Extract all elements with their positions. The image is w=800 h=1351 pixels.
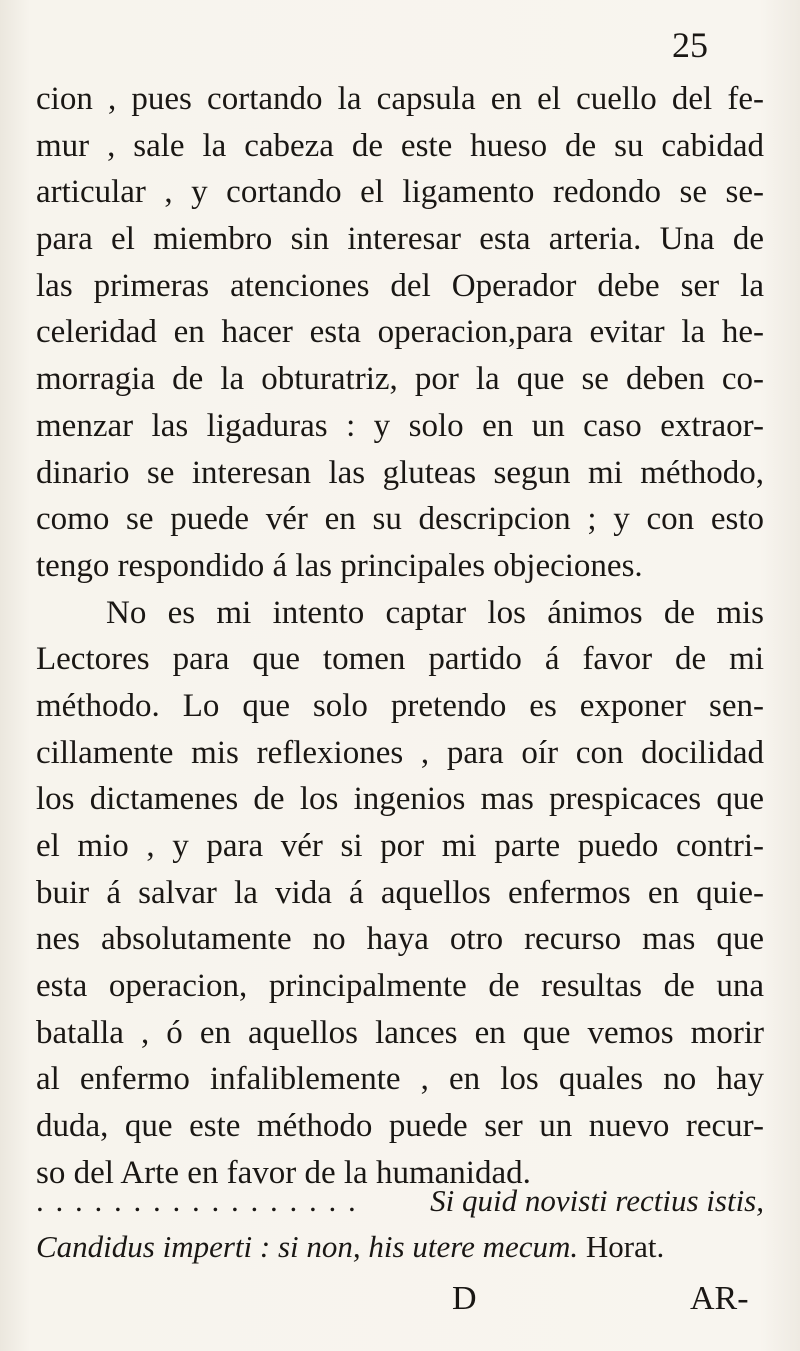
quotation-line-1 — [36, 1178, 764, 1224]
text-line: so del Arte en favor de la humanidad. — [36, 1154, 531, 1191]
text-line: los dictamenes de los ingenios mas prespicaces que — [36, 781, 764, 818]
text-line: buir á salvar la vida á aquellos enfermos en quie- — [36, 874, 764, 911]
text-line: méthodo. Lo que solo pretendo es exponer sen- — [36, 687, 764, 724]
quotation-line-2 — [36, 1224, 764, 1270]
catchword: AR- — [690, 1280, 749, 1317]
paragraph-start-line: No es mi intento captar los ánimos de mis — [106, 594, 764, 631]
quotation-text-2a: Candidus imperti : si non, — [36, 1229, 361, 1264]
text-line: esta operacion, principalmente de resultas de una — [36, 968, 764, 1005]
text-line: morragia de la obturatriz, por la que se deben co- — [36, 361, 764, 398]
quotation-text-2b: his utere mecum. — [368, 1229, 579, 1264]
text-line: batalla , ó en aquellos lances en que vemos morir — [36, 1014, 764, 1051]
quotation-text-1: Si quid novisti rectius istis, — [430, 1183, 764, 1218]
text-line: para el miembro sin interesar esta arteria. Una de — [36, 221, 764, 258]
text-line: duda, que este méthodo puede ser un nuevo recur- — [36, 1108, 764, 1145]
body-text — [36, 76, 764, 1197]
text-line: articular , y cortando el ligamento redondo se se- — [36, 174, 764, 211]
quotation-dots: . . . . . . . . . . . . . . . . . — [36, 1183, 358, 1218]
text-line: al enfermo infaliblemente , en los quales no hay — [36, 1061, 764, 1098]
latin-quotation — [36, 1178, 764, 1270]
text-line: cion , pues cortando la capsula en el cuello del fe- — [36, 81, 764, 117]
text-line: menzar las ligaduras : y solo en un caso extraor- — [36, 407, 764, 444]
text-line: las primeras atenciones del Operador debe ser la — [36, 267, 764, 304]
signature-mark: D — [452, 1280, 477, 1317]
text-line: Lectores para que tomen partido á favor de mi — [36, 641, 764, 678]
text-line: celeridad en hacer esta operacion,para evitar la he- — [36, 314, 764, 351]
text-line: el mio , y para vér si por mi parte puedo contri- — [36, 828, 764, 864]
text-line: cillamente mis reflexiones , para oír con docilidad — [36, 734, 764, 771]
text-line: dinario se interesan las gluteas segun mi méthodo, — [36, 454, 764, 491]
page-number: 25 — [672, 25, 708, 65]
text-line: tengo respondido á las principales objeciones. — [36, 547, 643, 584]
quotation-attribution: Horat. — [585, 1229, 665, 1264]
text-line: mur , sale la cabeza de este hueso de su cabidad — [36, 127, 764, 164]
text-line: nes absolutamente no haya otro recurso mas que — [36, 921, 764, 958]
page-footer — [0, 1280, 800, 1330]
text-line: como se puede vér en su descripcion ; y con esto — [36, 501, 764, 538]
